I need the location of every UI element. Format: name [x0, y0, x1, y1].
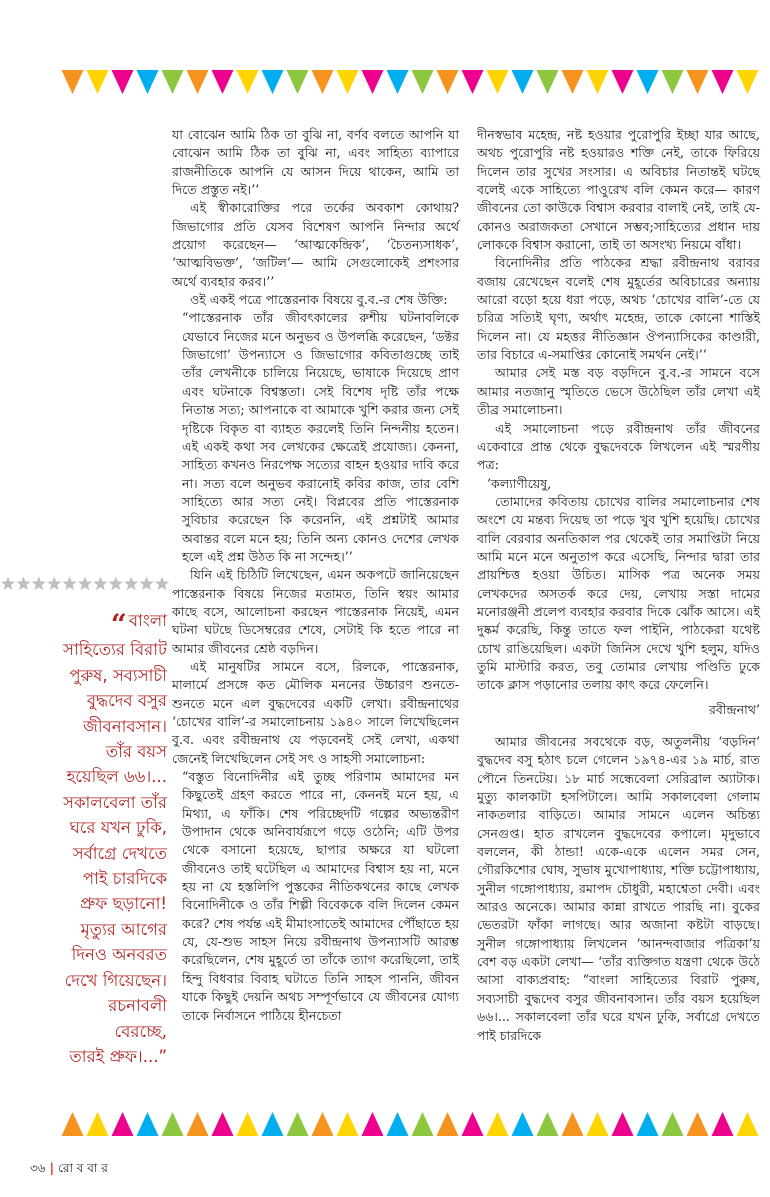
bunting-triangle — [612, 70, 634, 94]
bunting-triangle — [637, 1112, 659, 1136]
bunting-triangle — [162, 1112, 184, 1136]
star-icon — [32, 577, 46, 591]
pull-quote-line: তাঁর বয়স — [105, 742, 167, 762]
bunting-triangle — [287, 70, 309, 94]
bunting-triangle — [262, 1112, 284, 1136]
star-icon — [78, 577, 92, 591]
bunting-triangle — [62, 1112, 84, 1136]
pull-quote-line: প্রুফ ছড়ানো! — [79, 894, 167, 914]
bunting-triangle — [512, 70, 534, 94]
star-icon — [16, 577, 30, 591]
bunting-triangle — [437, 70, 459, 94]
bunting-triangle — [112, 70, 134, 94]
paragraph: দীনস্বভাব মহেন্দ্র, নষ্ট হওয়ার পুরোপুরি ইচ্ছা যার আছে, অথচ পুরোপুরি নষ্ট হওয়ারও শক্তি নেই, তাকে ফিরিয়ে দিলেন তার সুখের সংসার। এ অবিচার নিতান্তই ঘটছে বলেই একে সাহিত্যে পাওুরেখ বলি কেমন করে— কারণ জীবনের তো কাউকে বিশ্বাস করবার বালাই নেই, তাই যে-কোনও অরাজকতা সেখানে সম্ভব;সাহিত্যের প্রধান দায় লোককে বিশ্বাস করানো, তাই তা অসংখ্য নিয়মে বাঁধা। — [477, 127, 760, 253]
pull-quote — [0, 608, 167, 1069]
bunting-triangle — [412, 1112, 434, 1136]
bunting-triangle — [337, 1112, 359, 1136]
article-column-1 — [172, 126, 459, 1025]
bunting-triangle — [362, 1112, 384, 1136]
bunting-triangle — [587, 70, 609, 94]
paragraph: আমার সেই মস্ত বড় বড়দিনে বু.ব.-র সামনে বসে আমার নতজানু স্মৃতিতে ভেসে উঠেছিল তাঁর লেখা এই তীব্র সমালোচনা। — [477, 365, 760, 418]
page-footer — [30, 1160, 108, 1180]
bunting-triangle — [187, 70, 209, 94]
paragraph: ‘কল্যাণীয়েষু, — [487, 475, 552, 491]
bunting-triangle — [387, 1112, 409, 1136]
quote-mark-icon: “ — [110, 608, 127, 641]
pull-quote-line — [0, 608, 167, 641]
bunting-triangle — [187, 1112, 209, 1136]
bunting-triangle — [337, 70, 359, 94]
bunting-triangle — [62, 70, 84, 94]
pull-quote-line: রচনাবলী — [108, 996, 167, 1016]
bunting-triangle — [262, 70, 284, 94]
paragraph: এই মানুষটির সামনে বসে, রিলকে, পাস্তেরনাক, মালার্মে প্রসঙ্গে কত মৌলিক মননের উচ্চারণ শুনতে-শুনতে মনে এল বুদ্ধদেবের একটি লেখা। রবীন্দ্রনাথের ‘চোখের বালি’-র সমালোচনায় ১৯৪০ সালে লিখেছিলেন বু.ব. এবং রবীন্দ্রনাথ যে পড়বেনই সেই লেখা, একথা জেনেই লিখেছিলেন সেই সৎ ও সাহসী সমালোচনা: — [172, 658, 459, 766]
star-icon — [47, 577, 61, 591]
pull-quote-line: মৃত্যুর আগের — [80, 919, 167, 939]
pull-quote-line: বুদ্ধদেব বসুর — [86, 691, 167, 711]
bunting-triangle — [537, 1112, 559, 1136]
pull-quote-line: জীবনাবসান। — [83, 716, 167, 736]
star-icon — [139, 577, 153, 591]
bunting-triangle — [412, 70, 434, 94]
bunting-triangle — [162, 70, 184, 94]
bunting-triangle — [237, 1112, 259, 1136]
paragraph: এই সমালোচনা পড়ে রবীন্দ্রনাথ তাঁর জীবনের একেবারে প্রান্ত থেকে বুদ্ধদেবকে লিখলেন এই স্মরণীয় পত্র: — [477, 420, 760, 473]
bunting-triangle — [687, 70, 709, 94]
paragraph: আমার জীবনের সবথেকে বড়, অতুলনীয় ‘বড়দিন’ বুদ্ধদেব বসু হঠাৎ চলে গেলেন ১৯৭৪-এর ১৯ মার্চ, রাত পৌনে তিনটেয়। ১৮ মার্চ সন্ধেবেলা সেরিব্রাল অ্যাটাক। মুত্যু কালকাটা হসপিটালে। আমি সকালবেলা গেলাম নাকতলার বাড়িতে। আমার সামনে এলেন অচিন্ত্য সেনগুপ্ত। হাত রাখলেন বুদ্ধদেবের কপালে। মৃদুভাবে বললেন, কী ঠান্ডা! একে-একে এলেন সমর সেন, গৌরকিশোর ঘোষ, সুভাষ মুখোপাধ্যায়, শক্তি চট্টোপাধ্যায়, সুনীল গঙ্গোপাধ্যায়, রমাপদ চৌধুরী, মহাশ্বেতা দেবী। এবং আরও অনেকে। আমার কান্না রাখতে পারছি না। বুকের ভেতরটা ফাঁকা লাগছে। আর অজানা কষ্টটা বাড়ছে। সুনীল গঙ্গোপাধ্যায় লিখলেন ‘আনন্দবাজার পত্রিকা’য় বেশ বড় একটা লেখা— ‘তাঁর ব্যক্তিগত যন্ত্রণা থেকে উঠে আসা বাক্যপ্রবাহ: “বাংলা সাহিত্যের বিরাট পুরুষ, সব্যসাচী বুদ্ধদেব বসুর জীবনাবসান। তাঁর বয়স হয়েছিল ৬৬।... সকালবেলা তাঁর ঘরে যখন ঢুকি, সর্বাগ্রে দেখতে পাই চারদিকে — [477, 734, 760, 1043]
pull-quote-line: ঘরে যখন ঢুকি, — [69, 818, 167, 838]
pull-quote-text: বাংলা — [128, 611, 167, 630]
bunting-triangle — [737, 1112, 759, 1136]
bunting-triangle — [737, 70, 759, 94]
bunting-triangle — [587, 1112, 609, 1136]
pull-quote-line: পুরুষ, সব্যসাচী — [69, 665, 167, 685]
bunting-triangle — [712, 1112, 734, 1136]
bunting-triangle — [512, 1112, 534, 1136]
bunting-triangle — [212, 1112, 234, 1136]
bunting-triangle — [462, 70, 484, 94]
paragraph: বিনোদিনীর প্রতি পাঠকের শ্রদ্ধা রবীন্দ্রনাথ বরাবর বজায় রেখেছেন বলেই শেষ মুহূর্তের অবিচারের অন্যায় আরো বড়ো হয়ে ধরা পড়ে, অথচ ‘চোখের বালি’-তে যে চরিত্র সত্যিই ঘৃণ্য, অর্থাৎ মহেন্দ্র, তাকে কোনো শাস্তিই দিলেন না। যে মহত্তর নীতিজ্ঞান ঔপন্যাসিকের কাণ্ডারী, তার বিচারে এ-সমাপ্তির কোনোই সমর্থন নেই।’’ — [477, 255, 760, 363]
bunting-triangle — [562, 1112, 584, 1136]
bunting-triangle — [687, 1112, 709, 1136]
bunting-triangle — [712, 70, 734, 94]
article-column-2 — [477, 126, 760, 1045]
bunting-triangle — [387, 70, 409, 94]
paragraph: তোমাদের কবিতায় চোখের বালির সমালোচনার শেষ অংশে যে মন্তব্য দিয়েছ তা পড়ে খুব খুশি হয়েছি। চোখের বালি বেরবার অনতিকাল পর থেকেই তার সমাপ্তিটা নিয়ে আমি মনে মনে অনুতাপ করে এসেছি, নিন্দার দ্বারা তার প্রায়শ্চিত্ত হওয়া উচিত। মাসিক পত্র অনেক সময় লেখকদের অসতর্ক করে দেয়, লেখায় সস্তা দামের মনোরঞ্জনী প্রলেপ ব্যবহার করবার দিকে ঝোঁক আসে। এই দুষ্কর্ম করেছি, কিন্তু তাতে ফল পাইনি, পাঠকেরা যথেষ্ট চোখ রাঙিয়েছিল। একটা জিনিস দেখে খুশি হলুম, যদিও তুমি মাস্টারি করত, তবু তোমার লেখায় পণ্ডিতি ঢুকে তাকে ক্লাস পড়ানোর তলায় কাৎ করে ফেলেনি। — [477, 493, 760, 693]
bunting-triangle — [312, 1112, 334, 1136]
bottom-bunting-decoration — [60, 1108, 760, 1140]
bunting-triangle — [312, 70, 334, 94]
stars-divider — [0, 574, 172, 594]
paragraph — [477, 719, 760, 733]
pull-quote-line: তারই প্রুফ।...” — [69, 1046, 167, 1066]
star-icon — [109, 577, 123, 591]
pull-quote-line: সাহিত্যের বিরাট — [63, 640, 167, 660]
pull-quote-line: বেরচ্ছে, — [114, 1021, 167, 1041]
star-icon — [1, 577, 15, 591]
bunting-triangle — [137, 70, 159, 94]
bunting-triangle — [362, 70, 384, 94]
paragraph: রবীন্দ্রনাথ’ — [708, 701, 760, 717]
bunting-triangle — [112, 1112, 134, 1136]
pull-quote-line: সকালবেলা তাঁর — [63, 792, 167, 812]
top-bunting-decoration — [60, 66, 760, 98]
magazine-section-name: রো ব বা র — [58, 1161, 108, 1175]
bunting-triangle — [637, 70, 659, 94]
bunting-triangle — [487, 1112, 509, 1136]
bunting-triangle — [437, 1112, 459, 1136]
bunting-triangle — [287, 1112, 309, 1136]
paragraph: “পাস্তেরনাক তাঁর জীবৎকালের রুশীয় ঘটনাবলিকে যেভাবে নিজের মনে অনুভব ও উপলব্ধি করেছেন, ‘ডক্টর জিভাগো’ উপন্যাসে ও জিভাগোর কবিতাগুচ্ছে তাই তাঁর লেখনীকে চালিয়ে নিয়েছে, ভাষাকে দিয়েছে প্রাণ এবং ঘটনাকে বিশ্বস্ততা। সেই বিশেষ দৃষ্টি তাঁর পক্ষে নিতান্ত সত্য; আপনাকে বা আমাকে খুশি করার জন্য সেই দৃষ্টিকে বিকৃত বা ব্যাহত করলেই তিনি নিন্দনীয় হতেন। এই একই কথা সব লেখকের ক্ষেত্রেই প্রযোজ্য। কেননা, সাহিত্য কখনও নিরপেক্ষ সত্যের বাহন হওয়ার দাবি করে না। সত্য বলে অনুভব করানোই কবির কাজ, তার বেশি সাহিত্যে আর সত্য নেই। বিপ্লবের প্রতি পাস্তেরনাক সুবিচার করেছেন কি করেননি, এই প্রশ্নটাই আমার অবান্তর বলে মনে হয়; তিনি অন্য কোনও দেশের লেখক হলে এই প্রশ্ন উঠত কি না সন্দেহ।’’ — [182, 310, 459, 564]
bunting-triangle — [612, 1112, 634, 1136]
star-icon — [62, 577, 76, 591]
bunting-triangle — [662, 70, 684, 94]
pull-quote-line: হয়েছিল ৬৬।... — [66, 767, 167, 787]
bunting-triangle — [562, 70, 584, 94]
paragraph: যিনি এই চিঠিটি লিখেছেন, এমন অকপটে জানিয়েছেন পাস্তেরনাক বিষয়ে নিজের মতামত, তিনি স্বয়ং আমার কাছে বসে, আলোচনা করছেন পাস্তেরনাক নিয়েই, এমন ঘটনা ঘটছে ডিসেম্বরের শেষে, সেটাই কি হতে পারে না আমার জীবনের শ্রেষ্ঠ বড়দিন। — [172, 567, 459, 656]
bunting-triangle — [87, 70, 109, 94]
paragraph: “বস্তুত বিনোদিনীর এই তুচ্ছ পরিণাম আমাদের মন কিছুতেই গ্রহণ করতে পারে না, কেননই মনে হয়, এ মিথ্যা, এ ফাঁকি। শেষ পরিচ্ছেদটি গল্পের অভ্যন্তরীণ উপাদান থেকে অনিবার্যরূপে গড়ে ওঠেনি; এটি উপর থেকে বসানো হয়েছে, ছাপার অক্ষরে যা ঘটলো জীবনেও তাই ঘটেছিল এ আমাদের বিশ্বাস হয় না, মনে হয় না যে হস্তলিপি পুস্তকের নীতিকথনের কাছে লেখক বিনোদিনীকে ও তাঁর শিল্পী বিবেককে বলি দিলেন কেমন করে? শেষ পর্যন্ত এই মীমাংসাতেই আমাদের পৌঁছাতে হয় যে, যে-শুভ সাহস নিয়ে রবীন্দ্রনাথ উপন্যাসটি আরম্ভ করেছিলেন, শেষ মুহূর্তে তা তাঁকে ত্যাগ করেছিলো, তাই হিন্দু বিধবার বিবাহ ঘটাতে তিনি সাহস পাননি, জীবন যাকে কিছুই দেয়নি অথচ সম্পূর্ণভাবে যে জীবনের যোগ্য তাকে নির্বাসনে পাঠিয়ে হীনচেতা — [182, 769, 459, 1023]
bunting-triangle — [137, 1112, 159, 1136]
bunting-triangle — [487, 70, 509, 94]
page-number: ৩৬ — [30, 1161, 46, 1175]
bunting-triangle — [662, 1112, 684, 1136]
paragraph: এই স্বীকারোক্তির পরে তর্কের অবকাশ কোথায়? জিভাগোর প্রতি যেসব বিশেষণ আপনি নিন্দার অর্থে প্রয়োগ করেছেন— ‘আত্মকেন্দ্রিক’, ‘চৈতন্যসাধক’, ‘আত্মবিভক্ত’, ‘জটিল’— আমি সেগুলোকেই প্রশংসার অর্থে ব্যবহার করব।’’ — [172, 200, 459, 289]
bunting-triangle — [87, 1112, 109, 1136]
bunting-triangle — [212, 70, 234, 94]
bunting-triangle — [237, 70, 259, 94]
footer-separator: | — [49, 1161, 54, 1175]
paragraph: ওই একই পত্রে পাস্তেরনাক বিষয়ে বু.ব.-র শেষ উক্তি: — [190, 292, 448, 308]
pull-quote-line: দিনও অনবরত — [71, 945, 167, 965]
star-icon — [93, 577, 107, 591]
pull-quote-line: পাই চারদিকে — [82, 869, 167, 889]
star-icon — [124, 577, 138, 591]
paragraph: যা বোঝেন আমি ঠিক তা বুঝি না, বর্ণব বলতে আপনি যা বোঝেন আমি ঠিক তা বুঝি না, এবং সাহিত্য ব্যাপারে রাজনীতিকে আপনি যে আসন দিয়ে থাকেন, আমি তা দিতে প্রস্তুত নই।’’ — [172, 127, 459, 198]
bunting-triangle — [462, 1112, 484, 1136]
pull-quote-line: সর্বাগ্রে দেখতে — [72, 843, 167, 863]
star-icon — [155, 577, 169, 591]
pull-quote-line: দেখে গিয়েছেন। — [64, 970, 167, 990]
bunting-triangle — [537, 70, 559, 94]
